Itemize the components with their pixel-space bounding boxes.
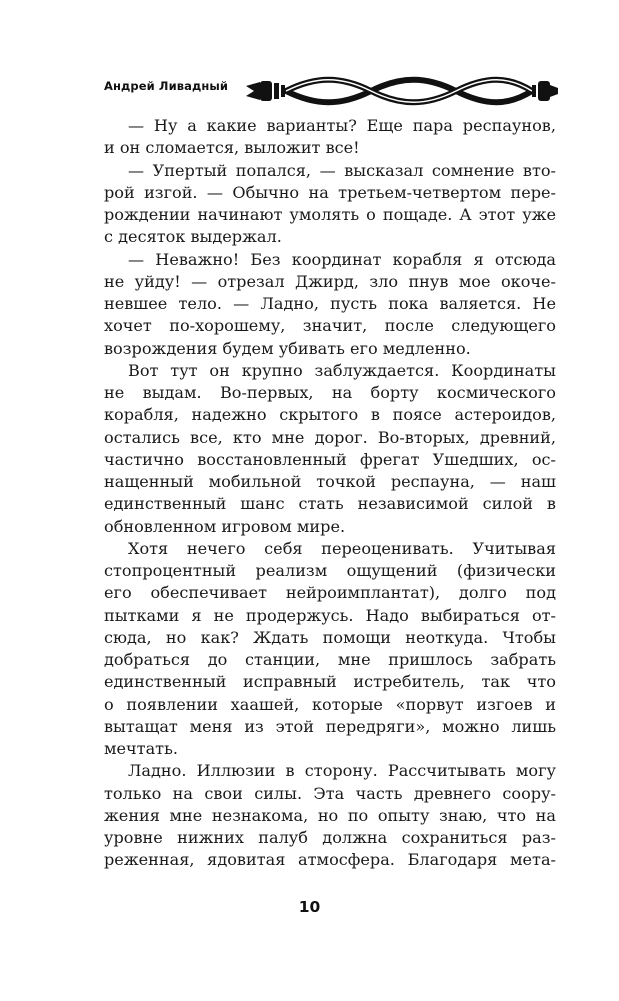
text-line: хочет по-хорошему, значит, после следующего: [104, 316, 556, 336]
text-line: уровне нижних палуб должна сохраниться раз-: [104, 828, 556, 847]
text-line: мечтать.: [104, 739, 178, 758]
text-line: Ладно. Иллюзии в сторону. Рассчитывать могу: [128, 761, 556, 781]
text-line: не уйду! — отрезал Джирд, зло пнув мое окоче-: [104, 271, 556, 291]
text-line: вытащат меня из этой передряги», можно лишь: [104, 716, 556, 736]
text-line: сюда, но как? Ждать помощи неоткуда. Чтобы: [104, 627, 556, 647]
text-line: единственный исправный истребитель, так что: [104, 672, 556, 692]
text-line: не выдам. Во-первых, на борту космического: [104, 383, 556, 402]
text-line: — Ну а какие варианты? Еще пара респаунов,: [128, 116, 556, 135]
text-line: Вот тут он крупно заблуждается. Координаты: [128, 360, 556, 380]
page-number: 10: [298, 898, 321, 916]
text-line: невшее тело. — Ладно, пусть пока валяется. Не: [104, 294, 556, 313]
text-line: обновленном игровом мире.: [104, 516, 346, 536]
rope-ornament-icon: [246, 76, 558, 106]
text-line: рой изгой. — Обычно на третьем-четвертом пере-: [104, 182, 556, 202]
text-line: пытками я не продержусь. Надо выбираться от-: [104, 605, 556, 625]
text-line: только на свои силы. Эта часть древнего соору-: [104, 783, 556, 803]
text-line: добраться до станции, мне пришлось забрать: [104, 650, 556, 669]
text-line: Хотя нечего себя переоценивать. Учитывая: [128, 538, 556, 558]
running-header: [104, 76, 556, 110]
text-line: рождении начинают умолять о пощаде. А этот уже: [104, 205, 556, 224]
text-line: остались все, кто мне дорог. Во-вторых, древний,: [104, 427, 556, 447]
text-line: и он сломается, выложит все!: [104, 138, 360, 158]
text-line: стопроцентный реализм ощущений (физически: [104, 561, 556, 580]
text-line: — Упертый попался, — высказал сомнение вто-: [128, 160, 556, 180]
text-line: с десяток выдержал.: [104, 227, 282, 247]
text-line: его обеспечивает нейроимплантат), долго под: [104, 583, 556, 603]
text-line: нащенный мобильной точкой респауна, — наш: [104, 472, 556, 491]
text-line: о появлении хаашей, которые «порвут изгоев и: [104, 694, 556, 714]
text-line: частично восстановленный фрегат Ушедших, ос-: [104, 449, 556, 469]
text-line: жения мне незнакома, но по опыту знаю, что на: [104, 805, 556, 825]
text-line: — Неважно! Без координат корабля я отсюда: [128, 249, 556, 269]
text-line: корабля, надежно скрытого в поясе астероидов,: [104, 405, 556, 425]
text-line: возрождения будем убивать его медленно.: [104, 338, 471, 358]
text-line: реженная, ядовитая атмосфера. Благодаря мета-: [104, 850, 556, 870]
author-name: Андрей Ливадный: [104, 79, 229, 93]
body-text: [104, 115, 556, 872]
text-line: единственный шанс стать независимой силой в: [104, 494, 556, 514]
